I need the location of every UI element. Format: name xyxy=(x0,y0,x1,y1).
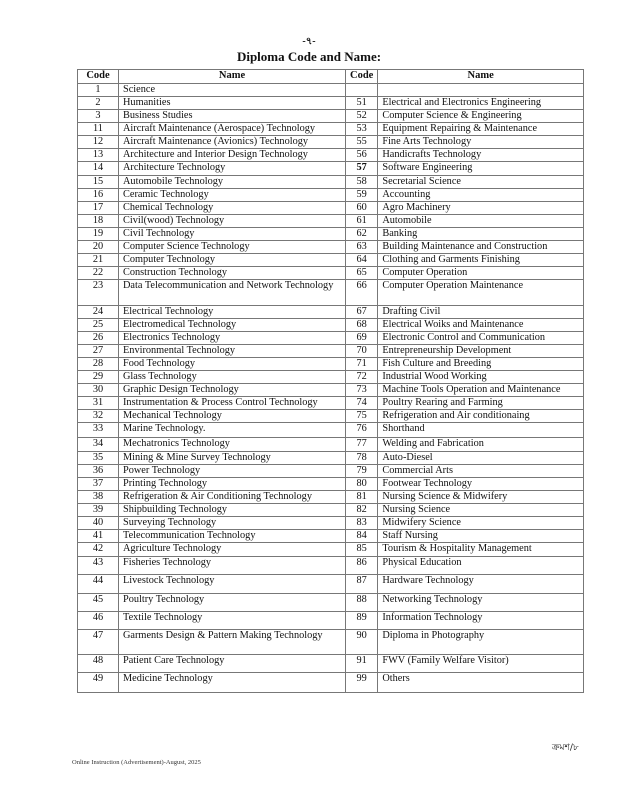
cell-code-right: 79 xyxy=(346,465,378,478)
table-row xyxy=(78,267,584,280)
cell-name-right: Industrial Wood Working xyxy=(378,371,584,384)
header-code-left: Code xyxy=(78,70,119,84)
table-row xyxy=(78,517,584,530)
cell-name-left: Surveying Technology xyxy=(119,517,346,530)
cell-name-right: Building Maintenance and Construction xyxy=(378,241,584,254)
cell-name-right: Nursing Science & Midwifery xyxy=(378,491,584,504)
cell-name-right: Software Engineering xyxy=(378,162,584,176)
cell-name-right: Electrical Woiks and Maintenance xyxy=(378,319,584,332)
table-row xyxy=(78,215,584,228)
cell-code-left: 40 xyxy=(78,517,119,530)
cell-name-left: Computer Technology xyxy=(119,254,346,267)
cell-name-left: Data Telecommunication and Network Technology xyxy=(119,280,346,306)
cell-code-right: 69 xyxy=(346,332,378,345)
cell-code-right: 76 xyxy=(346,423,378,438)
cell-name-left: Electronics Technology xyxy=(119,332,346,345)
cell-name-left: Mining & Mine Survey Technology xyxy=(119,452,346,465)
table-row xyxy=(78,504,584,517)
cell-name-left: Fisheries Technology xyxy=(119,557,346,575)
cell-code-right: 99 xyxy=(346,673,378,693)
cell-code-right: 64 xyxy=(346,254,378,267)
cell-name-left: Chemical Technology xyxy=(119,202,346,215)
cell-code-right xyxy=(346,84,378,97)
cell-name-right: Secretarial Science xyxy=(378,176,584,189)
cell-name-left: Telecommunication Technology xyxy=(119,530,346,543)
cell-code-right: 67 xyxy=(346,306,378,319)
table-row xyxy=(78,478,584,491)
cell-name-left: Humanities xyxy=(119,97,346,110)
cell-name-left: Mechanical Technology xyxy=(119,410,346,423)
cell-code-left: 24 xyxy=(78,306,119,319)
cell-code-right: 87 xyxy=(346,575,378,594)
cell-code-left: 37 xyxy=(78,478,119,491)
diploma-code-table xyxy=(77,69,584,693)
cell-code-left: 22 xyxy=(78,267,119,280)
cell-name-right: Refrigeration and Air conditionaing xyxy=(378,410,584,423)
table-row xyxy=(78,97,584,110)
table-row xyxy=(78,189,584,202)
header-name-right: Name xyxy=(378,70,584,84)
cell-code-left: 32 xyxy=(78,410,119,423)
table-row xyxy=(78,110,584,123)
cell-code-left: 30 xyxy=(78,384,119,397)
table-row xyxy=(78,612,584,630)
cell-code-right: 57 xyxy=(346,162,378,176)
cell-name-right: Entrepreneurship Development xyxy=(378,345,584,358)
table-row xyxy=(78,594,584,612)
table-row xyxy=(78,410,584,423)
table-row xyxy=(78,162,584,176)
header-name-left: Name xyxy=(119,70,346,84)
cell-name-right: Welding and Fabrication xyxy=(378,438,584,452)
footer-note: Online Instruction (Advertisement)-August, 2025 xyxy=(72,759,201,766)
table-row xyxy=(78,452,584,465)
cell-code-left: 43 xyxy=(78,557,119,575)
cell-name-left: Graphic Design Technology xyxy=(119,384,346,397)
table-row xyxy=(78,491,584,504)
cell-name-right: Information Technology xyxy=(378,612,584,630)
table-row xyxy=(78,465,584,478)
cell-name-right: Clothing and Garments Finishing xyxy=(378,254,584,267)
cell-name-left: Power Technology xyxy=(119,465,346,478)
header-code-right: Code xyxy=(346,70,378,84)
cell-code-right: 82 xyxy=(346,504,378,517)
cell-name-right: FWV (Family Welfare Visitor) xyxy=(378,655,584,673)
cell-code-right: 75 xyxy=(346,410,378,423)
cell-code-left: 19 xyxy=(78,228,119,241)
cell-name-left: Electromedical Technology xyxy=(119,319,346,332)
cell-name-right: Tourism & Hospitality Management xyxy=(378,543,584,557)
cell-code-left: 35 xyxy=(78,452,119,465)
cell-code-left: 18 xyxy=(78,215,119,228)
cell-code-left: 11 xyxy=(78,123,119,136)
cell-name-right: Handicrafts Technology xyxy=(378,149,584,162)
cell-name-right: Fish Culture and Breeding xyxy=(378,358,584,371)
cell-name-right: Physical Education xyxy=(378,557,584,575)
table-body xyxy=(78,84,584,693)
cell-code-left: 20 xyxy=(78,241,119,254)
cell-code-right: 83 xyxy=(346,517,378,530)
table-row xyxy=(78,84,584,97)
cell-code-right: 60 xyxy=(346,202,378,215)
cell-name-right: Networking Technology xyxy=(378,594,584,612)
table-row xyxy=(78,397,584,410)
cell-name-left: Food Technology xyxy=(119,358,346,371)
cell-name-right: Others xyxy=(378,673,584,693)
cell-code-left: 21 xyxy=(78,254,119,267)
table-row xyxy=(78,655,584,673)
cell-code-right: 84 xyxy=(346,530,378,543)
cell-name-left: Livestock Technology xyxy=(119,575,346,594)
table-row xyxy=(78,202,584,215)
cell-code-right: 65 xyxy=(346,267,378,280)
cell-name-left: Refrigeration & Air Conditioning Technology xyxy=(119,491,346,504)
cell-name-left: Environmental Technology xyxy=(119,345,346,358)
cell-name-left: Poultry Technology xyxy=(119,594,346,612)
cell-code-left: 17 xyxy=(78,202,119,215)
table-row xyxy=(78,176,584,189)
continued-label: ক্রমশ/৮ xyxy=(552,743,579,753)
table-row xyxy=(78,136,584,149)
cell-code-right: 81 xyxy=(346,491,378,504)
table-row xyxy=(78,123,584,136)
cell-code-left: 3 xyxy=(78,110,119,123)
cell-name-left: Marine Technology. xyxy=(119,423,346,438)
table-row xyxy=(78,423,584,438)
cell-code-right: 56 xyxy=(346,149,378,162)
cell-name-left: Computer Science Technology xyxy=(119,241,346,254)
table-row xyxy=(78,543,584,557)
cell-code-left: 38 xyxy=(78,491,119,504)
cell-name-left: Shipbuilding Technology xyxy=(119,504,346,517)
cell-name-left: Garments Design & Pattern Making Technology xyxy=(119,630,346,655)
table-row xyxy=(78,254,584,267)
cell-code-left: 42 xyxy=(78,543,119,557)
cell-name-right: Staff Nursing xyxy=(378,530,584,543)
cell-name-left: Aircraft Maintenance (Aerospace) Technology xyxy=(119,123,346,136)
cell-code-right: 91 xyxy=(346,655,378,673)
cell-name-right: Hardware Technology xyxy=(378,575,584,594)
cell-code-left: 26 xyxy=(78,332,119,345)
table-row xyxy=(78,557,584,575)
table-row xyxy=(78,228,584,241)
cell-code-left: 25 xyxy=(78,319,119,332)
cell-name-right: Shorthand xyxy=(378,423,584,438)
cell-name-right: Footwear Technology xyxy=(378,478,584,491)
cell-name-right: Drafting Civil xyxy=(378,306,584,319)
cell-name-right: Agro Machinery xyxy=(378,202,584,215)
cell-name-left: Civil Technology xyxy=(119,228,346,241)
table-row xyxy=(78,384,584,397)
cell-code-right: 90 xyxy=(346,630,378,655)
cell-name-right: Machine Tools Operation and Maintenance xyxy=(378,384,584,397)
cell-code-left: 47 xyxy=(78,630,119,655)
cell-name-left: Agriculture Technology xyxy=(119,543,346,557)
cell-name-left: Business Studies xyxy=(119,110,346,123)
table-header-row xyxy=(78,70,584,84)
cell-name-right: Electronic Control and Communication xyxy=(378,332,584,345)
cell-code-left: 45 xyxy=(78,594,119,612)
cell-code-right: 80 xyxy=(346,478,378,491)
cell-code-left: 41 xyxy=(78,530,119,543)
cell-name-left: Textile Technology xyxy=(119,612,346,630)
cell-code-left: 12 xyxy=(78,136,119,149)
cell-name-left: Electrical Technology xyxy=(119,306,346,319)
table-row xyxy=(78,371,584,384)
cell-code-left: 23 xyxy=(78,280,119,306)
cell-code-right: 63 xyxy=(346,241,378,254)
cell-name-right: Computer Operation Maintenance xyxy=(378,280,584,306)
cell-name-left: Glass Technology xyxy=(119,371,346,384)
cell-code-left: 28 xyxy=(78,358,119,371)
table-row xyxy=(78,530,584,543)
cell-name-right: Poultry Rearing and Farming xyxy=(378,397,584,410)
cell-code-right: 78 xyxy=(346,452,378,465)
cell-name-left: Instrumentation & Process Control Technology xyxy=(119,397,346,410)
cell-name-left: Ceramic Technology xyxy=(119,189,346,202)
cell-name-right: Commercial Arts xyxy=(378,465,584,478)
table-row xyxy=(78,332,584,345)
cell-code-left: 44 xyxy=(78,575,119,594)
table-row xyxy=(78,438,584,452)
cell-name-right: Midwifery Science xyxy=(378,517,584,530)
cell-name-left: Patient Care Technology xyxy=(119,655,346,673)
cell-name-left: Printing Technology xyxy=(119,478,346,491)
table-row xyxy=(78,630,584,655)
cell-code-left: 2 xyxy=(78,97,119,110)
table-row xyxy=(78,673,584,693)
cell-name-left: Science xyxy=(119,84,346,97)
cell-code-right: 66 xyxy=(346,280,378,306)
cell-code-left: 49 xyxy=(78,673,119,693)
cell-code-left: 29 xyxy=(78,371,119,384)
cell-code-left: 27 xyxy=(78,345,119,358)
table-row xyxy=(78,241,584,254)
cell-name-left: Civil(wood) Technology xyxy=(119,215,346,228)
cell-code-right: 74 xyxy=(346,397,378,410)
cell-code-right: 72 xyxy=(346,371,378,384)
cell-code-left: 46 xyxy=(78,612,119,630)
cell-name-left: Architecture Technology xyxy=(119,162,346,176)
cell-name-right: Electrical and Electronics Engineering xyxy=(378,97,584,110)
cell-code-right: 88 xyxy=(346,594,378,612)
cell-code-right: 53 xyxy=(346,123,378,136)
cell-code-right: 85 xyxy=(346,543,378,557)
table-row xyxy=(78,149,584,162)
cell-code-left: 16 xyxy=(78,189,119,202)
page-title: Diploma Code and Name: xyxy=(236,49,382,64)
page-number: -৭- xyxy=(302,36,316,47)
cell-name-right: Nursing Science xyxy=(378,504,584,517)
table-row xyxy=(78,575,584,594)
cell-name-left: Construction Technology xyxy=(119,267,346,280)
cell-code-left: 33 xyxy=(78,423,119,438)
cell-name-right: Equipment Repairing & Maintenance xyxy=(378,123,584,136)
table-row xyxy=(78,345,584,358)
cell-code-left: 31 xyxy=(78,397,119,410)
cell-name-left: Architecture and Interior Design Technology xyxy=(119,149,346,162)
cell-code-left: 36 xyxy=(78,465,119,478)
cell-code-left: 1 xyxy=(78,84,119,97)
table-row xyxy=(78,358,584,371)
cell-code-right: 77 xyxy=(346,438,378,452)
cell-name-left: Medicine Technology xyxy=(119,673,346,693)
cell-code-left: 34 xyxy=(78,438,119,452)
cell-code-right: 61 xyxy=(346,215,378,228)
cell-code-right: 70 xyxy=(346,345,378,358)
cell-name-right: Automobile xyxy=(378,215,584,228)
cell-name-right: Fine Arts Technology xyxy=(378,136,584,149)
cell-code-left: 13 xyxy=(78,149,119,162)
cell-name-right: Auto-Diesel xyxy=(378,452,584,465)
cell-code-right: 51 xyxy=(346,97,378,110)
cell-code-left: 39 xyxy=(78,504,119,517)
cell-name-right xyxy=(378,84,584,97)
table-row xyxy=(78,280,584,306)
table-row xyxy=(78,306,584,319)
table-row xyxy=(78,319,584,332)
cell-name-right: Diploma in Photography xyxy=(378,630,584,655)
cell-name-left: Automobile Technology xyxy=(119,176,346,189)
cell-code-left: 48 xyxy=(78,655,119,673)
cell-code-right: 59 xyxy=(346,189,378,202)
cell-code-right: 52 xyxy=(346,110,378,123)
cell-name-left: Aircraft Maintenance (Avionics) Technology xyxy=(119,136,346,149)
cell-code-right: 62 xyxy=(346,228,378,241)
cell-name-right: Computer Operation xyxy=(378,267,584,280)
cell-code-right: 86 xyxy=(346,557,378,575)
cell-code-right: 68 xyxy=(346,319,378,332)
cell-name-right: Computer Science & Engineering xyxy=(378,110,584,123)
cell-name-left: Mechatronics Technology xyxy=(119,438,346,452)
cell-code-left: 15 xyxy=(78,176,119,189)
cell-name-right: Banking xyxy=(378,228,584,241)
cell-code-right: 89 xyxy=(346,612,378,630)
cell-code-right: 55 xyxy=(346,136,378,149)
cell-code-left: 14 xyxy=(78,162,119,176)
cell-code-right: 73 xyxy=(346,384,378,397)
cell-code-right: 58 xyxy=(346,176,378,189)
cell-name-right: Accounting xyxy=(378,189,584,202)
cell-code-right: 71 xyxy=(346,358,378,371)
